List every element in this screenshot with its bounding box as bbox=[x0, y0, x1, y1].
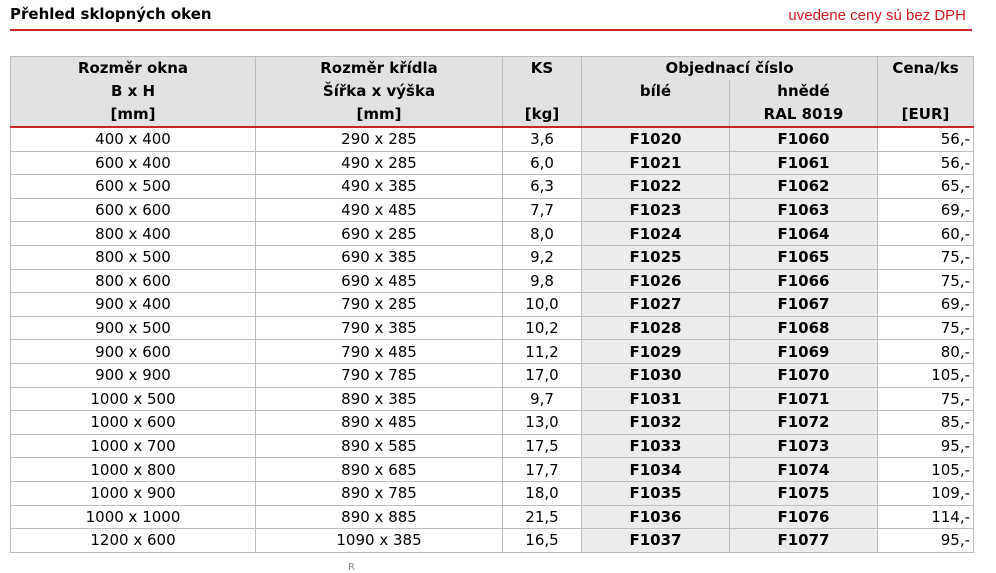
cell-price: 105,- bbox=[878, 458, 974, 482]
cell-ks: 18,0 bbox=[503, 481, 582, 505]
table-row bbox=[11, 175, 974, 199]
cell-code-white: F1029 bbox=[582, 340, 730, 364]
cell-ks: 17,0 bbox=[503, 363, 582, 387]
cell-sash-size: 490 x 285 bbox=[256, 151, 503, 175]
cell-window-size: 1000 x 900 bbox=[11, 481, 256, 505]
cell-window-size: 400 x 400 bbox=[11, 127, 256, 151]
title-divider bbox=[10, 29, 972, 31]
cell-ks: 11,2 bbox=[503, 340, 582, 364]
cell-price: 105,- bbox=[878, 363, 974, 387]
header-white: bílé bbox=[582, 80, 730, 127]
cell-ks: 6,0 bbox=[503, 151, 582, 175]
cell-sash-size: 790 x 785 bbox=[256, 363, 503, 387]
cell-sash-size: 490 x 485 bbox=[256, 198, 503, 222]
cell-code-white: F1027 bbox=[582, 293, 730, 317]
cell-code-white: F1021 bbox=[582, 151, 730, 175]
cell-sash-size: 690 x 385 bbox=[256, 245, 503, 269]
table-row bbox=[11, 411, 974, 435]
cell-sash-size: 890 x 585 bbox=[256, 434, 503, 458]
cell-sash-size: 890 x 885 bbox=[256, 505, 503, 529]
cell-sash-size: 1090 x 385 bbox=[256, 529, 503, 553]
cell-code-white: F1036 bbox=[582, 505, 730, 529]
cell-window-size: 800 x 500 bbox=[11, 245, 256, 269]
cell-price: 56,- bbox=[878, 151, 974, 175]
cell-price: 69,- bbox=[878, 198, 974, 222]
cell-ks: 8,0 bbox=[503, 222, 582, 246]
cell-ks: 13,0 bbox=[503, 411, 582, 435]
cell-window-size: 800 x 600 bbox=[11, 269, 256, 293]
cell-window-size: 900 x 900 bbox=[11, 363, 256, 387]
cell-sash-size: 290 x 285 bbox=[256, 127, 503, 151]
cell-window-size: 600 x 600 bbox=[11, 198, 256, 222]
table-row bbox=[11, 127, 974, 151]
cell-ks: 17,5 bbox=[503, 434, 582, 458]
table-row bbox=[11, 387, 974, 411]
table-row bbox=[11, 269, 974, 293]
cell-code-white: F1023 bbox=[582, 198, 730, 222]
cell-window-size: 1000 x 600 bbox=[11, 411, 256, 435]
cell-window-size: 1000 x 1000 bbox=[11, 505, 256, 529]
cell-code-brown: F1072 bbox=[730, 411, 878, 435]
price-note: uvedene ceny sú bez DPH bbox=[788, 7, 966, 24]
cell-window-size: 900 x 400 bbox=[11, 293, 256, 317]
cell-price: 56,- bbox=[878, 127, 974, 151]
cell-sash-size: 790 x 285 bbox=[256, 293, 503, 317]
header-price: Cena/ks [EUR] bbox=[878, 57, 974, 128]
table-row bbox=[11, 151, 974, 175]
cell-window-size: 800 x 400 bbox=[11, 222, 256, 246]
header-ks: KS [kg] bbox=[503, 57, 582, 128]
cell-code-white: F1028 bbox=[582, 316, 730, 340]
cell-code-white: F1022 bbox=[582, 175, 730, 199]
cell-ks: 9,7 bbox=[503, 387, 582, 411]
table-row bbox=[11, 293, 974, 317]
table-row bbox=[11, 505, 974, 529]
cell-sash-size: 690 x 485 bbox=[256, 269, 503, 293]
cell-code-white: F1031 bbox=[582, 387, 730, 411]
cell-code-brown: F1067 bbox=[730, 293, 878, 317]
cell-price: 75,- bbox=[878, 387, 974, 411]
cell-price: 109,- bbox=[878, 481, 974, 505]
cell-ks: 9,2 bbox=[503, 245, 582, 269]
cell-price: 95,- bbox=[878, 434, 974, 458]
cell-code-brown: F1075 bbox=[730, 481, 878, 505]
table-row bbox=[11, 434, 974, 458]
cell-sash-size: 490 x 385 bbox=[256, 175, 503, 199]
table-body bbox=[11, 127, 974, 552]
cell-code-white: F1037 bbox=[582, 529, 730, 553]
cell-ks: 16,5 bbox=[503, 529, 582, 553]
cell-price: 85,- bbox=[878, 411, 974, 435]
table-row bbox=[11, 245, 974, 269]
cell-price: 60,- bbox=[878, 222, 974, 246]
cell-code-brown: F1062 bbox=[730, 175, 878, 199]
cell-sash-size: 890 x 785 bbox=[256, 481, 503, 505]
cell-window-size: 900 x 500 bbox=[11, 316, 256, 340]
page-title: Přehled sklopných oken bbox=[10, 5, 212, 23]
cell-price: 69,- bbox=[878, 293, 974, 317]
cell-window-size: 1000 x 500 bbox=[11, 387, 256, 411]
cell-sash-size: 790 x 485 bbox=[256, 340, 503, 364]
cell-code-brown: F1064 bbox=[730, 222, 878, 246]
cell-code-brown: F1070 bbox=[730, 363, 878, 387]
cell-price: 75,- bbox=[878, 245, 974, 269]
cell-sash-size: 890 x 385 bbox=[256, 387, 503, 411]
table-row bbox=[11, 529, 974, 553]
cell-ks: 3,6 bbox=[503, 127, 582, 151]
cell-ks: 21,5 bbox=[503, 505, 582, 529]
cell-window-size: 600 x 400 bbox=[11, 151, 256, 175]
window-table bbox=[10, 56, 974, 553]
header-order-number: Objednací číslo bbox=[582, 57, 878, 81]
cell-code-brown: F1073 bbox=[730, 434, 878, 458]
table-row bbox=[11, 222, 974, 246]
cell-sash-size: 890 x 485 bbox=[256, 411, 503, 435]
cell-price: 75,- bbox=[878, 269, 974, 293]
cell-price: 95,- bbox=[878, 529, 974, 553]
cell-window-size: 1000 x 700 bbox=[11, 434, 256, 458]
cell-ks: 9,8 bbox=[503, 269, 582, 293]
cell-code-white: F1024 bbox=[582, 222, 730, 246]
cell-code-white: F1032 bbox=[582, 411, 730, 435]
cell-code-white: F1025 bbox=[582, 245, 730, 269]
cell-price: 75,- bbox=[878, 316, 974, 340]
cell-code-brown: F1061 bbox=[730, 151, 878, 175]
cell-ks: 10,0 bbox=[503, 293, 582, 317]
table-row bbox=[11, 458, 974, 482]
table-row bbox=[11, 316, 974, 340]
cell-code-white: F1034 bbox=[582, 458, 730, 482]
cell-code-brown: F1063 bbox=[730, 198, 878, 222]
cell-window-size: 1200 x 600 bbox=[11, 529, 256, 553]
footer-mark: R bbox=[348, 562, 355, 573]
header-brown: hnědé RAL 8019 bbox=[730, 80, 878, 127]
cell-code-brown: F1076 bbox=[730, 505, 878, 529]
cell-window-size: 900 x 600 bbox=[11, 340, 256, 364]
cell-code-brown: F1071 bbox=[730, 387, 878, 411]
cell-code-brown: F1068 bbox=[730, 316, 878, 340]
cell-window-size: 1000 x 800 bbox=[11, 458, 256, 482]
header-window-size: Rozměr okna B x H [mm] bbox=[11, 57, 256, 128]
cell-code-brown: F1069 bbox=[730, 340, 878, 364]
cell-code-white: F1030 bbox=[582, 363, 730, 387]
cell-code-brown: F1065 bbox=[730, 245, 878, 269]
cell-sash-size: 790 x 385 bbox=[256, 316, 503, 340]
cell-code-brown: F1074 bbox=[730, 458, 878, 482]
table-row bbox=[11, 363, 974, 387]
table-row bbox=[11, 198, 974, 222]
table-row bbox=[11, 481, 974, 505]
cell-ks: 17,7 bbox=[503, 458, 582, 482]
cell-code-white: F1020 bbox=[582, 127, 730, 151]
cell-price: 80,- bbox=[878, 340, 974, 364]
header-sash-size: Rozměr křídla Šířka x výška [mm] bbox=[256, 57, 503, 128]
cell-price: 65,- bbox=[878, 175, 974, 199]
cell-ks: 7,7 bbox=[503, 198, 582, 222]
cell-code-brown: F1060 bbox=[730, 127, 878, 151]
cell-code-white: F1035 bbox=[582, 481, 730, 505]
cell-ks: 10,2 bbox=[503, 316, 582, 340]
table-row bbox=[11, 340, 974, 364]
table-header bbox=[11, 57, 974, 128]
cell-ks: 6,3 bbox=[503, 175, 582, 199]
cell-window-size: 600 x 500 bbox=[11, 175, 256, 199]
cell-code-white: F1033 bbox=[582, 434, 730, 458]
cell-code-brown: F1066 bbox=[730, 269, 878, 293]
cell-code-white: F1026 bbox=[582, 269, 730, 293]
cell-code-brown: F1077 bbox=[730, 529, 878, 553]
cell-sash-size: 890 x 685 bbox=[256, 458, 503, 482]
cell-price: 114,- bbox=[878, 505, 974, 529]
cell-sash-size: 690 x 285 bbox=[256, 222, 503, 246]
